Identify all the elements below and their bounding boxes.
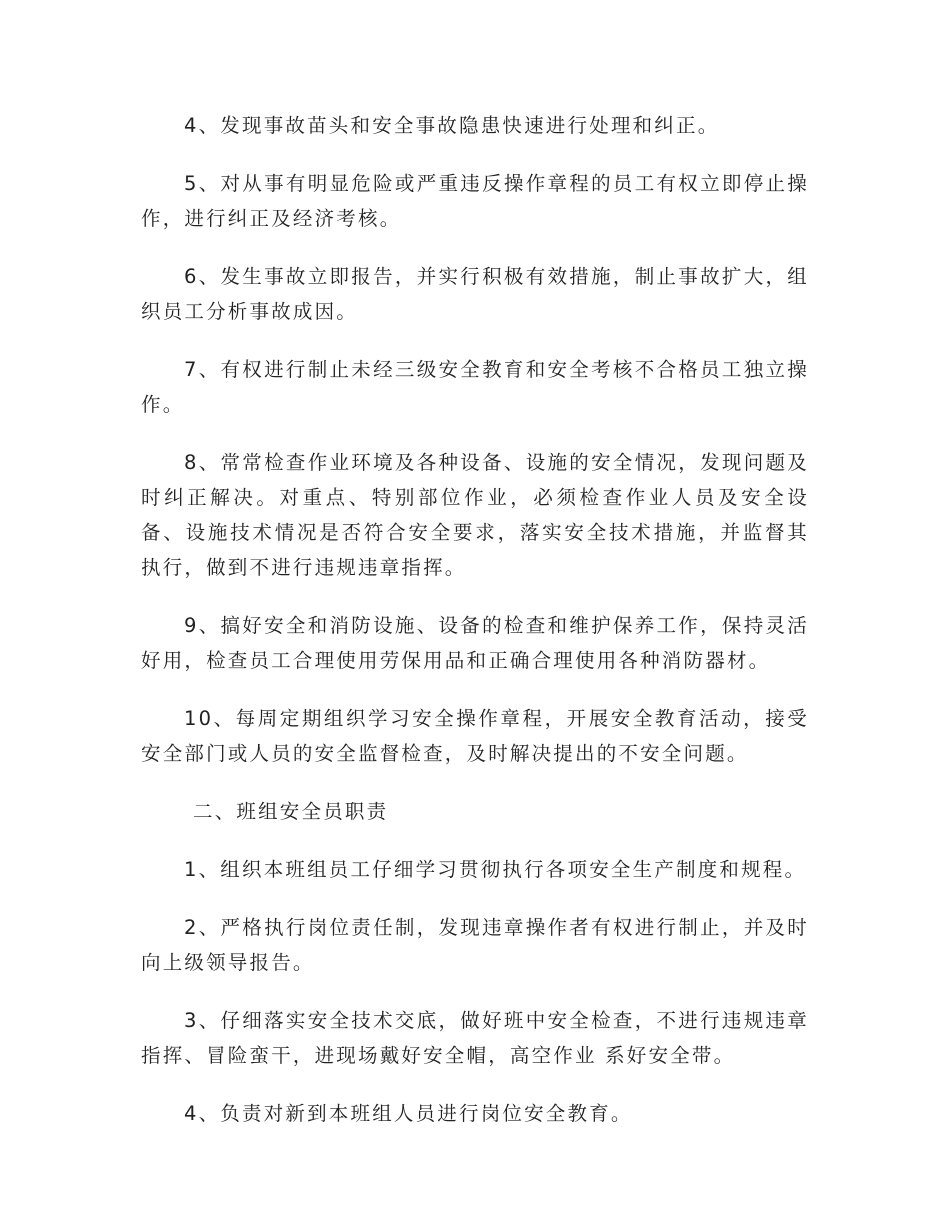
document-body: [141, 108, 809, 1154]
paragraph-item-10: 10、每周定期组织学习安全操作章程，开展安全教育活动，接受安全部门或人员的安全监督检查，及时解决提出的不安全问题。: [141, 707, 809, 765]
paragraph-item-7: 7、有权进行制止未经三级安全教育和安全考核不合格员工独立操作。: [141, 358, 809, 416]
paragraph-item-4: 4、发现事故苗头和安全事故隐患快速进行处理和纠正。: [184, 114, 720, 137]
section-paragraph-1: 1、组织本班组员工仔细学习贯彻执行各项安全生产制度和规程。: [184, 858, 807, 881]
paragraph-item-5: 5、对从事有明显危险或严重违反操作章程的员工有权立即停止操作，进行纠正及经济考核。: [141, 172, 809, 230]
section-paragraph-2: 2、严格执行岗位责任制，发现违章操作者有权进行制止，并及时向上级领导报告。: [141, 916, 809, 974]
section-heading: 二、班组安全员职责: [193, 800, 389, 823]
paragraph-item-8: 8、常常检查作业环境及各种设备、设施的安全情况，发现问题及时纠正解决。对重点、特别部位作业，必须检查作业人员及安全设备、设施技术情况是否符合安全要求，落实安全技术措施，并监督其执行，做到不进行违规违章指挥。: [141, 451, 809, 579]
paragraph-item-9: 9、搞好安全和消防设施、设备的检查和维护保养工作，保持灵活好用，检查员工合理使用劳保用品和正确合理使用各种消防器材。: [141, 614, 809, 672]
section-paragraph-4: 4、负责对新到本班组人员进行岗位安全教育。: [184, 1102, 633, 1125]
section-paragraph-3: 3、仔细落实安全技术交底，做好班中安全检查，不进行违规违章指挥、冒险蛮干，进现场戴好安全帽，高空作业 系好安全带。: [141, 1009, 809, 1067]
paragraph-item-6: 6、发生事故立即报告，并实行积极有效措施，制止事故扩大，组织员工分析事故成因。: [141, 265, 809, 323]
